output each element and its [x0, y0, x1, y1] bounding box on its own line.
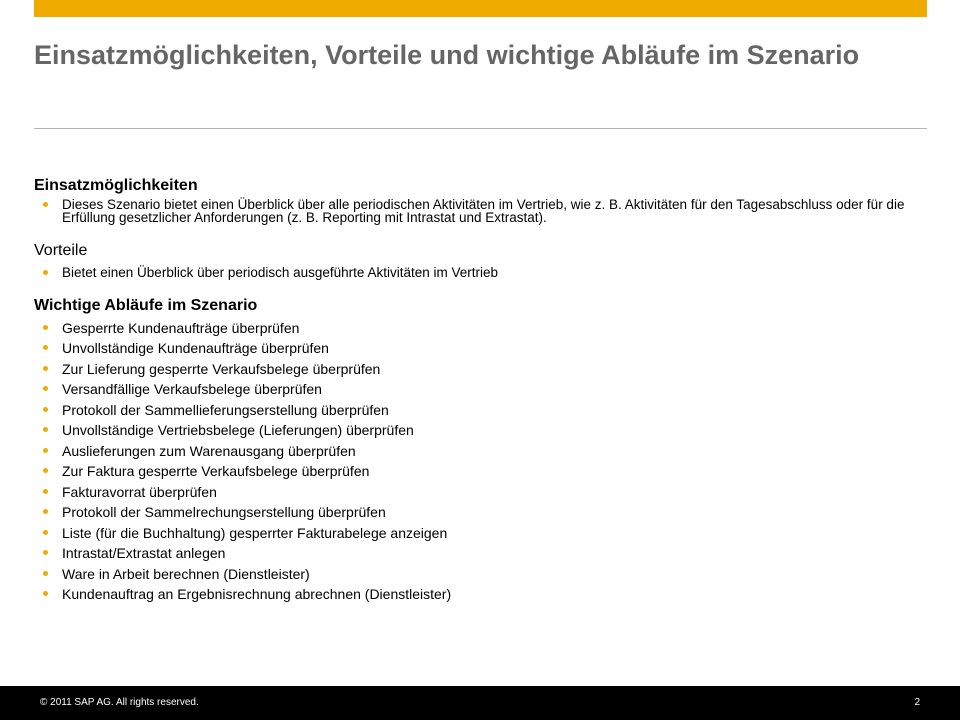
list-item: Ware in Arbeit berechnen (Dienstleister)	[34, 564, 914, 585]
section-heading: Vorteile	[34, 242, 88, 259]
list-item: Kundenauftrag an Ergebnisrechnung abrechnen (Dienstleister)	[34, 584, 914, 605]
slide-content	[34, 176, 914, 605]
list-item: Zur Lieferung gesperrte Verkaufsbelege überprüfen	[34, 359, 914, 380]
slide-title: Einsatzmöglichkeiten, Vorteile und wichtige Abläufe im Szenario	[34, 40, 860, 70]
list-item: Unvollständige Vertriebsbelege (Lieferungen) überprüfen	[34, 420, 914, 441]
copyright-text: © 2011 SAP AG. All rights reserved.	[40, 697, 199, 708]
list-item: Versandfällige Verkaufsbelege überprüfen	[34, 379, 914, 400]
section-heading: Einsatzmöglichkeiten	[34, 177, 198, 194]
list-item: Bietet einen Überblick über periodisch ausgeführte Aktivitäten im Vertrieb	[34, 263, 914, 284]
section-vorteile	[34, 241, 914, 284]
list-item: Liste (für die Buchhaltung) gesperrter Fakturabelege anzeigen	[34, 523, 914, 544]
bullet-list	[34, 263, 914, 284]
list-item: Protokoll der Sammellieferungserstellung überprüfen	[34, 400, 914, 421]
footer-bar	[0, 686, 960, 720]
list-item: Protokoll der Sammelrechungserstellung überprüfen	[34, 502, 914, 523]
bullet-list	[34, 318, 914, 605]
list-item: Dieses Szenario bietet einen Überblick über alle periodischen Aktivitäten im Vertrieb, wie z. B. Aktivitäten für den Tagesabschluss oder für die Erfüllung gesetzlicher Anforderungen (z. B. Reporting mit Intrastat und Extrastat).	[34, 198, 914, 224]
list-item: Zur Faktura gesperrte Verkaufsbelege überprüfen	[34, 461, 914, 482]
list-item: Auslieferungen zum Warenausgang überprüfen	[34, 441, 914, 462]
bullet-list	[34, 198, 914, 224]
top-accent-bar	[34, 0, 927, 17]
section-wichtige-ablaeufe	[34, 296, 914, 605]
list-item: Gesperrte Kundenaufträge überprüfen	[34, 318, 914, 339]
page-number: 2	[914, 697, 920, 708]
section-heading: Wichtige Abläufe im Szenario	[34, 296, 258, 314]
section-einsatzmoeglichkeiten	[34, 176, 914, 224]
list-item: Intrastat/Extrastat anlegen	[34, 543, 914, 564]
list-item: Unvollständige Kundenaufträge überprüfen	[34, 338, 914, 359]
list-item: Fakturavorrat überprüfen	[34, 482, 914, 503]
title-divider	[34, 128, 927, 129]
